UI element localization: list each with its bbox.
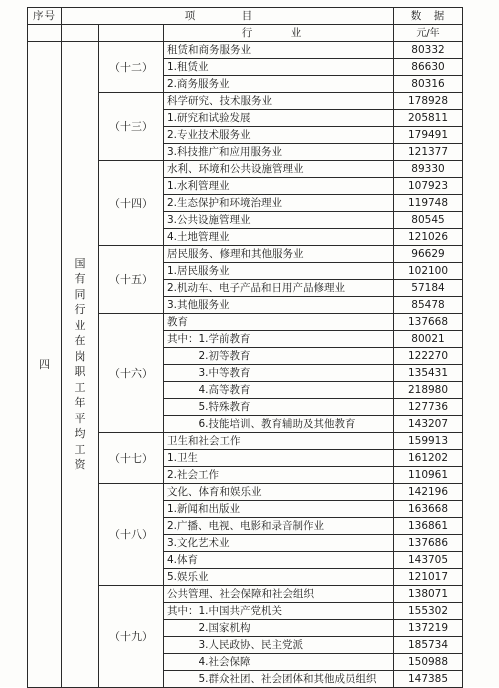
- wage-data-table: [27, 7, 463, 688]
- section-title-cell: [62, 42, 99, 688]
- wage-value: 96629: [394, 246, 463, 263]
- wage-value: 102100: [394, 263, 463, 280]
- wage-value: 150988: [394, 654, 463, 671]
- wage-value: 147385: [394, 671, 463, 688]
- category-code: （十四）: [99, 161, 164, 246]
- industry-label: 教育: [164, 314, 394, 331]
- industry-label: 2.专业技术服务业: [164, 127, 394, 144]
- category-code: （十五）: [99, 246, 164, 314]
- industry-label: 租赁和商务服务业: [164, 42, 394, 59]
- category-code: （十七）: [99, 433, 164, 484]
- industry-label: 居民服务、修理和其他服务业: [164, 246, 394, 263]
- header-data: 数 据: [394, 8, 463, 25]
- section-number: 四: [28, 42, 62, 688]
- industry-label: 5.特殊教育: [164, 399, 394, 416]
- industry-label: 2.初等教育: [164, 348, 394, 365]
- industry-label: 卫生和社会工作: [164, 433, 394, 450]
- industry-label: 1.居民服务业: [164, 263, 394, 280]
- industry-label: 3.其他服务业: [164, 297, 394, 314]
- industry-label: 2.广播、电视、电影和录音制作业: [164, 518, 394, 535]
- wage-value: 137219: [394, 620, 463, 637]
- industry-label: 4.高等教育: [164, 382, 394, 399]
- wage-value: 121377: [394, 144, 463, 161]
- table-body: [28, 8, 463, 688]
- wage-value: 80545: [394, 212, 463, 229]
- category-code: （十三）: [99, 93, 164, 161]
- wage-value: 143207: [394, 416, 463, 433]
- industry-label: 公共管理、社会保障和社会组织: [164, 586, 394, 603]
- industry-label: 5.群众社团、社会团体和其他成员组织: [164, 671, 394, 688]
- header-unit: 元/年: [394, 25, 463, 42]
- industry-label: 6.技能培训、教育辅助及其他教育: [164, 416, 394, 433]
- industry-label: 3.中等教育: [164, 365, 394, 382]
- category-code: （十九）: [99, 586, 164, 688]
- industry-label: 3.文化艺术业: [164, 535, 394, 552]
- wage-value: 159913: [394, 433, 463, 450]
- wage-value: 137668: [394, 314, 463, 331]
- wage-value: 107923: [394, 178, 463, 195]
- wage-value: 178928: [394, 93, 463, 110]
- header-seq: 序号: [28, 8, 62, 25]
- wage-value: 86630: [394, 59, 463, 76]
- wage-value: 57184: [394, 280, 463, 297]
- industry-label: 文化、体育和娱乐业: [164, 484, 394, 501]
- wage-value: 85478: [394, 297, 463, 314]
- industry-label: 1.卫生: [164, 450, 394, 467]
- industry-label: 1.新闻和出版业: [164, 501, 394, 518]
- wage-value: 155302: [394, 603, 463, 620]
- wage-value: 205811: [394, 110, 463, 127]
- industry-label: 2.商务服务业: [164, 76, 394, 93]
- subheader-row: [28, 25, 463, 42]
- wage-value: 136861: [394, 518, 463, 535]
- industry-label: 1.研究和试验发展: [164, 110, 394, 127]
- table-row: [28, 42, 463, 59]
- subheader-code-cell: [99, 25, 164, 42]
- wage-value: 121017: [394, 569, 463, 586]
- subheader-seq-cell: [28, 25, 62, 42]
- industry-label: 3.公共设施管理业: [164, 212, 394, 229]
- category-code: （十二）: [99, 42, 164, 93]
- header-item: 项 目: [62, 8, 394, 25]
- industry-label: 2.社会工作: [164, 467, 394, 484]
- industry-label: 其中：1.学前教育: [164, 331, 394, 348]
- wage-value: 218980: [394, 382, 463, 399]
- wage-value: 163668: [394, 501, 463, 518]
- wage-value: 119748: [394, 195, 463, 212]
- industry-label: 5.娱乐业: [164, 569, 394, 586]
- wage-value: 161202: [394, 450, 463, 467]
- subheader-section-cell: [62, 25, 99, 42]
- wage-value: 142196: [394, 484, 463, 501]
- industry-label: 科学研究、技术服务业: [164, 93, 394, 110]
- industry-label: 3.人民政协、民主党派: [164, 637, 394, 654]
- industry-label: 2.生态保护和环境治理业: [164, 195, 394, 212]
- industry-label: 3.科技推广和应用服务业: [164, 144, 394, 161]
- industry-label: 4.社会保障: [164, 654, 394, 671]
- wage-value: 143705: [394, 552, 463, 569]
- wage-value: 110961: [394, 467, 463, 484]
- wage-value: 80316: [394, 76, 463, 93]
- wage-value: 122270: [394, 348, 463, 365]
- category-code: （十八）: [99, 484, 164, 586]
- industry-label: 4.体育: [164, 552, 394, 569]
- wage-value: 138071: [394, 586, 463, 603]
- wage-value: 89330: [394, 161, 463, 178]
- industry-label: 水利、环境和公共设施管理业: [164, 161, 394, 178]
- section-title: 国有同行业在岗职工年平均工资: [74, 256, 86, 472]
- wage-value: 135431: [394, 365, 463, 382]
- header-row: [28, 8, 463, 25]
- wage-value: 80021: [394, 331, 463, 348]
- industry-label: 1.租赁业: [164, 59, 394, 76]
- industry-label: 1.水利管理业: [164, 178, 394, 195]
- header-industry: 行 业: [164, 25, 394, 42]
- industry-label: 4.土地管理业: [164, 229, 394, 246]
- category-code: （十六）: [99, 314, 164, 433]
- industry-label: 2.国家机构: [164, 620, 394, 637]
- wage-value: 185734: [394, 637, 463, 654]
- wage-value: 137686: [394, 535, 463, 552]
- wage-value: 179491: [394, 127, 463, 144]
- industry-label: 其中：1.中国共产党机关: [164, 603, 394, 620]
- industry-label: 2.机动车、电子产品和日用产品修理业: [164, 280, 394, 297]
- wage-value: 121026: [394, 229, 463, 246]
- wage-value: 80332: [394, 42, 463, 59]
- wage-value: 127736: [394, 399, 463, 416]
